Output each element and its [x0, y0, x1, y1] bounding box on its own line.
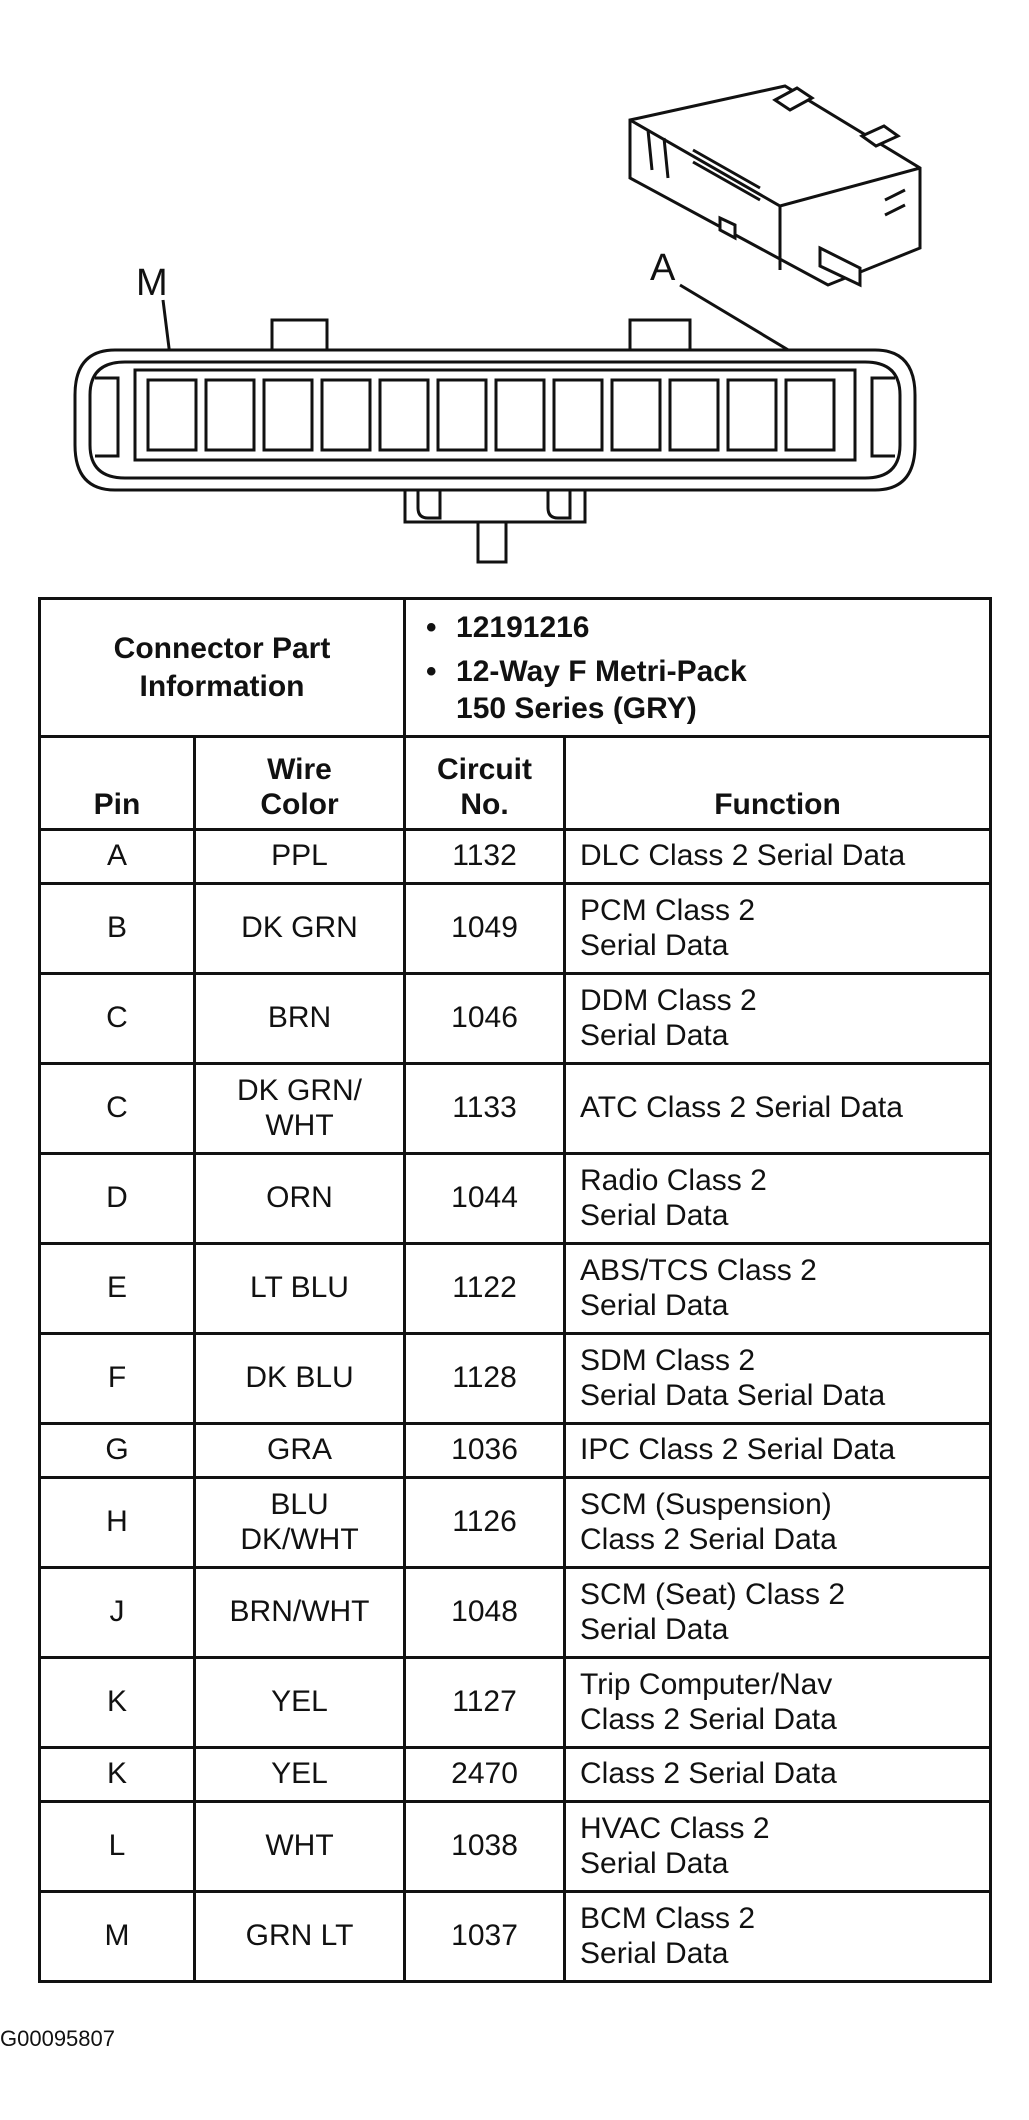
- table-row: [40, 1154, 991, 1244]
- table-row: [40, 1892, 991, 1982]
- wire-color-cell: DK GRN: [195, 884, 405, 974]
- figure-id: G00095807: [0, 2026, 115, 2051]
- pin-cell: K: [40, 1748, 195, 1802]
- pin-cell: F: [40, 1334, 195, 1424]
- pin-a-label: A: [650, 247, 676, 289]
- wire-color-cell: BRN/WHT: [195, 1568, 405, 1658]
- circuit-cell: 1128: [405, 1334, 565, 1424]
- pin-cell: G: [40, 1424, 195, 1478]
- function-cell: IPC Class 2 Serial Data: [565, 1424, 991, 1478]
- connector-diagram: [0, 0, 1029, 590]
- table-row: [40, 1478, 991, 1568]
- pin-cell: D: [40, 1154, 195, 1244]
- connector-part-info-label: Connector Part Information: [40, 599, 405, 737]
- circuit-cell: 1132: [405, 830, 565, 884]
- table-row: [40, 1568, 991, 1658]
- wire-color-cell: BRN: [195, 974, 405, 1064]
- pin-cell: C: [40, 974, 195, 1064]
- function-cell: Class 2 Serial Data: [565, 1748, 991, 1802]
- function-cell: SDM Class 2 Serial Data Serial Data: [565, 1334, 991, 1424]
- function-cell: Radio Class 2 Serial Data: [565, 1154, 991, 1244]
- circuit-cell: 1036: [405, 1424, 565, 1478]
- table-row: [40, 1802, 991, 1892]
- wire-color-cell: ORN: [195, 1154, 405, 1244]
- table-row: [40, 830, 991, 884]
- part-number: • 12191216: [426, 611, 590, 645]
- wire-color-cell: YEL: [195, 1748, 405, 1802]
- circuit-cell: 1126: [405, 1478, 565, 1568]
- pin-m-label: M: [136, 262, 168, 304]
- col-circuit-header: Circuit No.: [405, 737, 565, 830]
- function-cell: ATC Class 2 Serial Data: [565, 1064, 991, 1154]
- wire-color-cell: GRA: [195, 1424, 405, 1478]
- circuit-cell: 1046: [405, 974, 565, 1064]
- function-cell: DLC Class 2 Serial Data: [565, 830, 991, 884]
- function-cell: BCM Class 2 Serial Data: [565, 1892, 991, 1982]
- col-wire-color-header: Wire Color: [195, 737, 405, 830]
- pin-cell: M: [40, 1892, 195, 1982]
- wire-color-cell: GRN LT: [195, 1892, 405, 1982]
- pin-cell: C: [40, 1064, 195, 1154]
- pin-cell: B: [40, 884, 195, 974]
- col-pin-header: Pin: [40, 737, 195, 830]
- table-row: [40, 1334, 991, 1424]
- col-function-header: Function: [565, 737, 991, 830]
- function-cell: SCM (Suspension) Class 2 Serial Data: [565, 1478, 991, 1568]
- column-header-row: [40, 737, 991, 830]
- circuit-cell: 1048: [405, 1568, 565, 1658]
- circuit-cell: 2470: [405, 1748, 565, 1802]
- function-cell: DDM Class 2 Serial Data: [565, 974, 991, 1064]
- circuit-cell: 1122: [405, 1244, 565, 1334]
- part-info-row: [40, 599, 991, 737]
- function-cell: SCM (Seat) Class 2 Serial Data: [565, 1568, 991, 1658]
- pin-cell: J: [40, 1568, 195, 1658]
- circuit-cell: 1038: [405, 1802, 565, 1892]
- wire-color-cell: PPL: [195, 830, 405, 884]
- table-row: [40, 974, 991, 1064]
- table-row: [40, 1658, 991, 1748]
- table-row: [40, 884, 991, 974]
- circuit-cell: 1133: [405, 1064, 565, 1154]
- function-cell: Trip Computer/Nav Class 2 Serial Data: [565, 1658, 991, 1748]
- wire-color-cell: LT BLU: [195, 1244, 405, 1334]
- connector-table: [38, 597, 992, 1983]
- circuit-cell: 1127: [405, 1658, 565, 1748]
- function-cell: ABS/TCS Class 2 Serial Data: [565, 1244, 991, 1334]
- wire-color-cell: DK BLU: [195, 1334, 405, 1424]
- table-row: [40, 1244, 991, 1334]
- wire-color-cell: DK GRN/ WHT: [195, 1064, 405, 1154]
- circuit-cell: 1037: [405, 1892, 565, 1982]
- pin-cell: L: [40, 1802, 195, 1892]
- wire-color-cell: BLU DK/WHT: [195, 1478, 405, 1568]
- table-row: [40, 1064, 991, 1154]
- pin-cell: E: [40, 1244, 195, 1334]
- part-info-list: [405, 599, 991, 737]
- connector-front-view: [75, 320, 915, 562]
- part-description: • 12-Way F Metri-Pack 150 Series (GRY): [426, 654, 747, 726]
- wire-color-cell: WHT: [195, 1802, 405, 1892]
- function-cell: HVAC Class 2 Serial Data: [565, 1802, 991, 1892]
- pin-cell: H: [40, 1478, 195, 1568]
- function-cell: PCM Class 2 Serial Data: [565, 884, 991, 974]
- circuit-cell: 1044: [405, 1154, 565, 1244]
- wire-color-cell: YEL: [195, 1658, 405, 1748]
- table-row: [40, 1748, 991, 1802]
- table-row: [40, 1424, 991, 1478]
- pin-cell: A: [40, 830, 195, 884]
- circuit-cell: 1049: [405, 884, 565, 974]
- pin-cell: K: [40, 1658, 195, 1748]
